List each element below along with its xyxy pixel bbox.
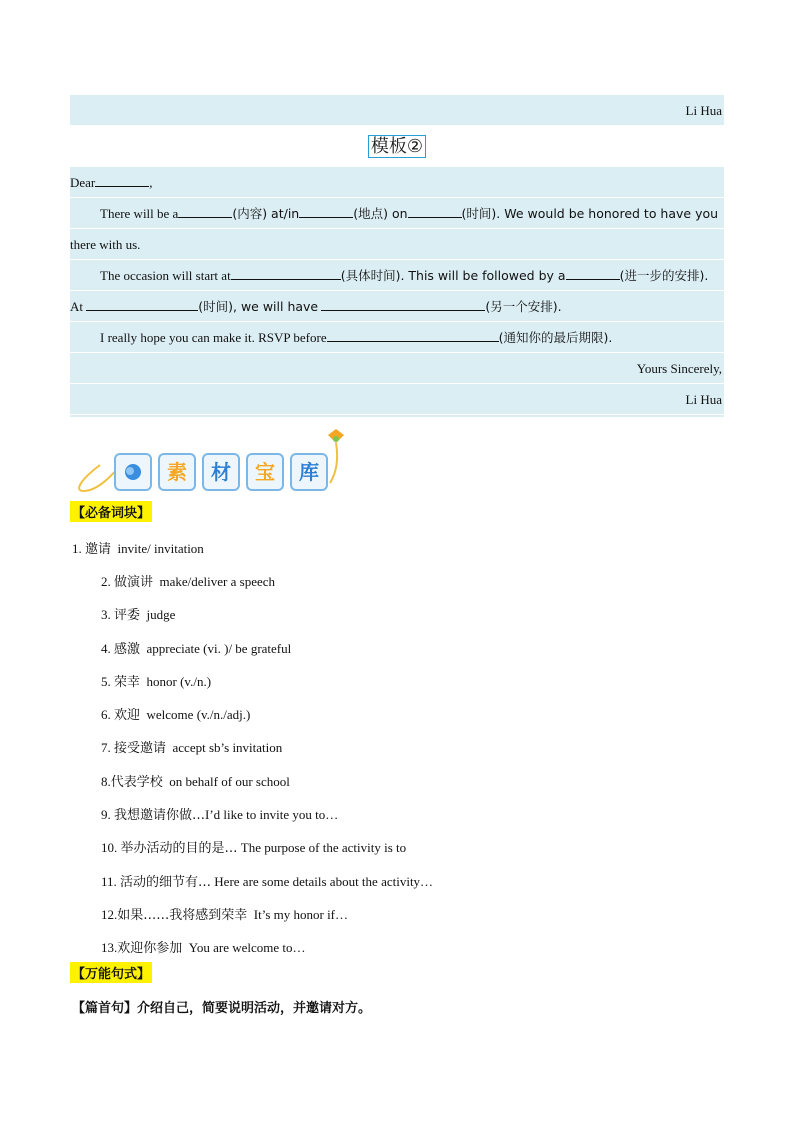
- vocab-item: 9. 我想邀请你做…I’d like to invite you to…: [101, 807, 339, 823]
- vocab-item: 3. 评委 judge: [101, 607, 176, 623]
- vocab-item: 8.代表学校 on behalf of our school: [101, 774, 290, 790]
- opening-sentence: 【篇首句】介绍自己，简要说明活动，并邀请对方。: [72, 1001, 372, 1016]
- blank-name: [95, 174, 149, 187]
- template-line-2: there with us.: [70, 229, 724, 260]
- vocab-item: 7. 接受邀请 accept sb’s invitation: [101, 740, 283, 756]
- template-title: 模板②: [70, 131, 724, 163]
- banner-tile-2: 材: [202, 453, 240, 491]
- vocab-item: 4. 感激 appreciate (vi. )/ be grateful: [101, 641, 292, 657]
- banner-tile-4: 库: [290, 453, 328, 491]
- vocab-item: 13.欢迎你参加 You are welcome to…: [101, 940, 306, 956]
- top-signature: Li Hua: [685, 103, 722, 118]
- vocab-item: 5. 荣幸 honor (v./n.): [101, 674, 212, 690]
- material-banner: [70, 425, 360, 495]
- banner-tile-circle: [114, 453, 152, 491]
- template-line-4: At (时间), we will have (另一个安排).: [70, 291, 724, 322]
- vocab-item: 11. 活动的细节有… Here are some details about the activity…: [101, 874, 434, 890]
- template-line-3: The occasion will start at (具体时间). This will be followed by a (进一步的安排).: [70, 260, 724, 291]
- vocab-item: 12.如果……我将感到荣幸 It’s my honor if…: [101, 907, 349, 923]
- closing-line: Yours Sincerely,: [70, 353, 724, 384]
- signature-line: Li Hua: [70, 384, 724, 415]
- vocab-item: 6. 欢迎 welcome (v./n./adj.): [101, 707, 251, 723]
- vocab-heading: 【必备词块】: [70, 501, 152, 522]
- top-signature-row: [70, 95, 724, 126]
- sentence-heading: 【万能句式】: [70, 962, 152, 983]
- template-line-5: I really hope you can make it. RSVP before (通知你的最后期限).: [70, 322, 724, 353]
- dear-line: Dear ,: [70, 167, 724, 198]
- vocab-item: 1. 邀请 invite/ invitation: [72, 541, 204, 557]
- banner-tile-3: 宝: [246, 453, 284, 491]
- template-line-1: There will be a (内容) at/in (地点) on (时间). We would be honored to have you: [70, 198, 724, 229]
- vocab-item: 2. 做演讲 make/deliver a speech: [101, 574, 276, 590]
- banner-tile-1: 素: [158, 453, 196, 491]
- vocab-item: 10. 举办活动的目的是… The purpose of the activity is to: [101, 840, 407, 856]
